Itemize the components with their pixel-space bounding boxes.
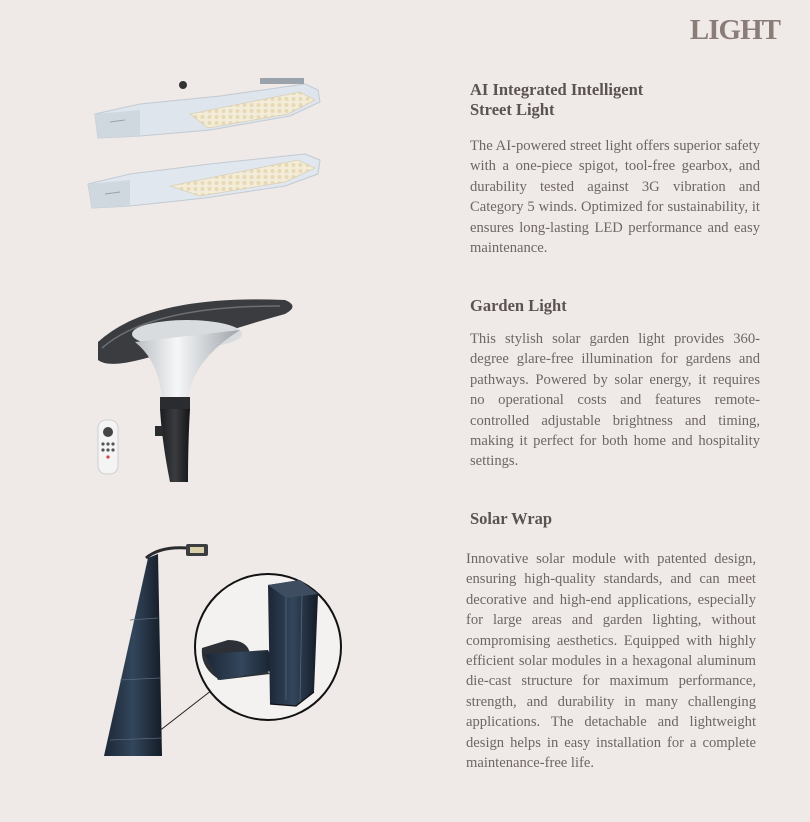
garden-light-lamp — [98, 299, 293, 482]
solar-module-closeup — [195, 574, 341, 720]
street-light-image — [80, 72, 340, 232]
street-light-fixture-upper — [95, 78, 320, 138]
page-title: LIGHT — [689, 14, 780, 46]
remote-control — [98, 420, 118, 474]
garden-light-image — [90, 292, 300, 482]
solar-wrap-description: Innovative solar module with patented design, ensuring high-quality standards, and can meet decorative and high-end applications, especially for large areas and garden lighting, without compromising aesthetics. Equipped with highly efficient solar modules in a hexagonal aluminum die-cast structure for maximum performance, strength, and durability in many challenging applications. The detachable and lightweight design helps in easy installation for a complete maintenance-free life. — [466, 551, 756, 772]
street-light-fixture-lower — [88, 154, 320, 208]
garden-light-description: This stylish solar garden light provides 360-degree glare-free illumination for gardens and pathways. Powered by solar energy, it requires no operational costs and features remote-controlled adjustable brightness and timing, making it perfect for both home and hospitality settings. — [470, 331, 760, 470]
garden-light-heading: Garden Light — [470, 296, 567, 315]
street-light-heading-line1: AI Integrated Intelligent — [470, 80, 644, 99]
street-light-description: The AI-powered street light offers superior safety with a one-piece spigot, tool-free gearbox, and durability tested against 3G vibration and Category 5 winds. Optimized for sustainability, it ensures long-lasting LED performance and easy maintenance. — [470, 138, 760, 257]
street-light-heading-line2: Street Light — [470, 100, 555, 119]
solar-wrap-image — [100, 540, 345, 762]
street-light-heading — [470, 80, 643, 120]
solar-wrap-heading: Solar Wrap — [470, 509, 553, 528]
